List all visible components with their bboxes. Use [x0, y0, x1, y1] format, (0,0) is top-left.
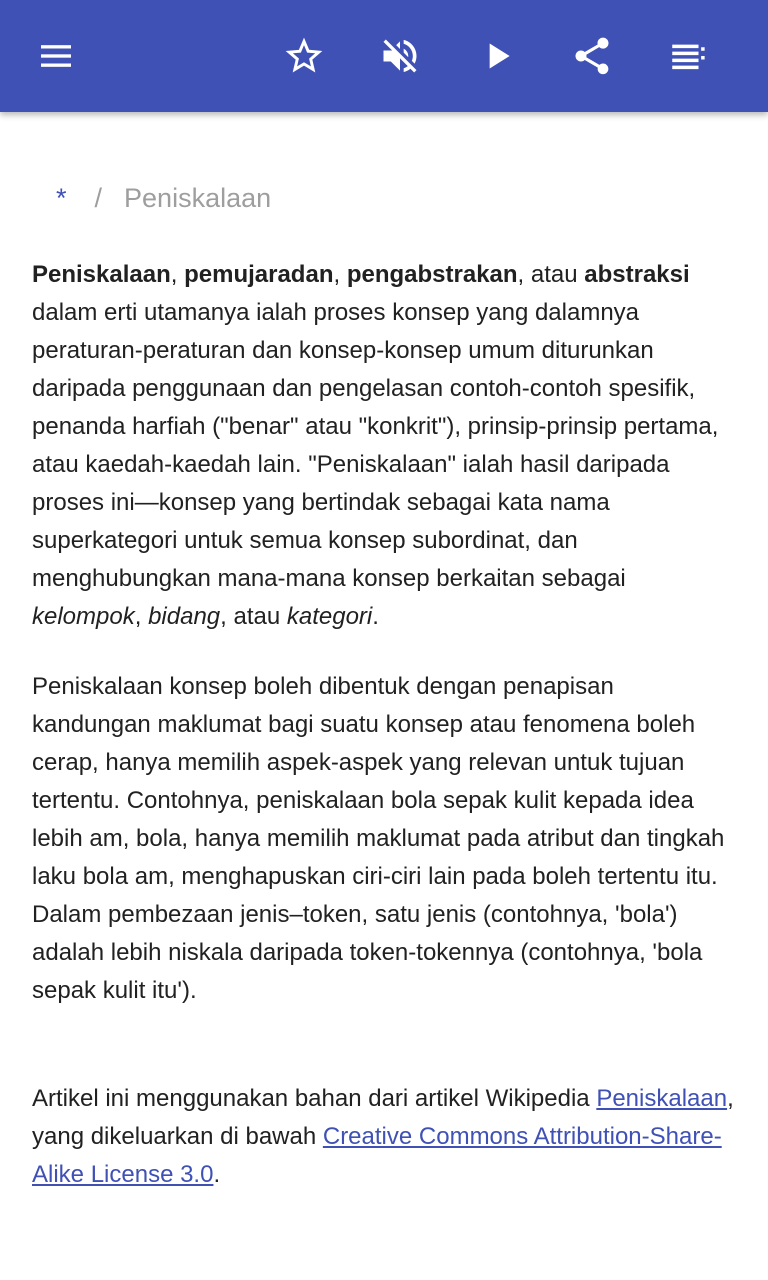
breadcrumb-separator: / — [94, 183, 103, 213]
article-paragraph-2: Peniskalaan konsep boleh dibentuk dengan penapisan kandungan maklumat bagi suatu konsep atau fenomena boleh cerap, hanya memilih aspek-aspek yang relevan untuk tujuan tertentu. Contohnya, peniskalaan bola sepak kulit kepada idea lebih am, bola, hanya memilih maklumat pada atribut dan tingkah laku bola am, menghapuskan ciri-ciri lain pada boleh tertentu itu. Dalam pembezaan jenis–token, satu jenis (contohnya, 'bola') adalah lebih niskala daripada token-tokennya (contohnya, 'bola sepak kulit itu'). — [32, 673, 725, 1004]
term-italic: kelompok — [32, 603, 135, 630]
star-outline-icon — [282, 34, 326, 78]
text-fragment: dalam erti utamanya ialah proses konsep yang dalamnya peraturan-peraturan dan konsep-konsep umum diturunkan daripada penggunaan dan pengelasan contoh-contoh spesifik, penanda harfiah ("benar" atau "konkrit"), prinsip-prinsip pertama, atau kaedah-kaedah lain. "Peniskalaan" ialah hasil daripada proses ini—konsep yang bertindak sebagai kata nama superkategori untuk semua konsep subordinat, dan menghubungkan mana-mana konsep berkaitan sebagai — [32, 299, 719, 592]
breadcrumb-current: Peniskalaan — [124, 183, 272, 213]
playlist-button[interactable] — [660, 28, 716, 84]
breadcrumb — [56, 178, 271, 218]
term-bold: pengabstrakan — [346, 261, 518, 288]
text-fragment: , — [333, 261, 347, 288]
term-bold: abstraksi — [584, 261, 690, 288]
text-fragment: . — [213, 1161, 221, 1188]
text-fragment: , atau — [220, 603, 287, 630]
wikipedia-article-link[interactable]: Peniskalaan — [596, 1085, 728, 1112]
text-fragment: . — [372, 603, 379, 630]
app-toolbar — [0, 0, 768, 112]
text-fragment: , atau — [517, 261, 585, 288]
term-bold: Peniskalaan — [32, 261, 171, 288]
article-content — [32, 256, 736, 1194]
menu-button[interactable] — [28, 28, 84, 84]
attribution-paragraph — [32, 1080, 736, 1194]
favorite-button[interactable] — [276, 28, 332, 84]
text-fragment: Artikel ini menggunakan bahan dari artikel Wikipedia — [32, 1085, 597, 1112]
term-italic: kategori — [286, 603, 373, 630]
article-paragraph-1 — [32, 256, 736, 636]
hamburger-menu-icon — [36, 36, 76, 76]
share-button[interactable] — [564, 28, 620, 84]
play-button[interactable] — [470, 28, 526, 84]
play-icon — [478, 36, 518, 76]
text-fragment: , — [170, 261, 185, 288]
share-icon — [570, 34, 614, 78]
volume-off-icon — [378, 34, 422, 78]
text-fragment: , yang dikeluarkan di bawah — [32, 1085, 734, 1150]
text-fragment: , — [134, 603, 149, 630]
term-italic: bidang — [148, 603, 221, 630]
license-link[interactable]: Creative Commons Attribution-Share-Alike License 3.0 — [32, 1123, 722, 1188]
playlist-icon — [667, 35, 709, 77]
mute-button[interactable] — [372, 28, 428, 84]
breadcrumb-home-link[interactable]: * — [56, 183, 67, 213]
term-bold: pemujaradan — [184, 261, 334, 288]
